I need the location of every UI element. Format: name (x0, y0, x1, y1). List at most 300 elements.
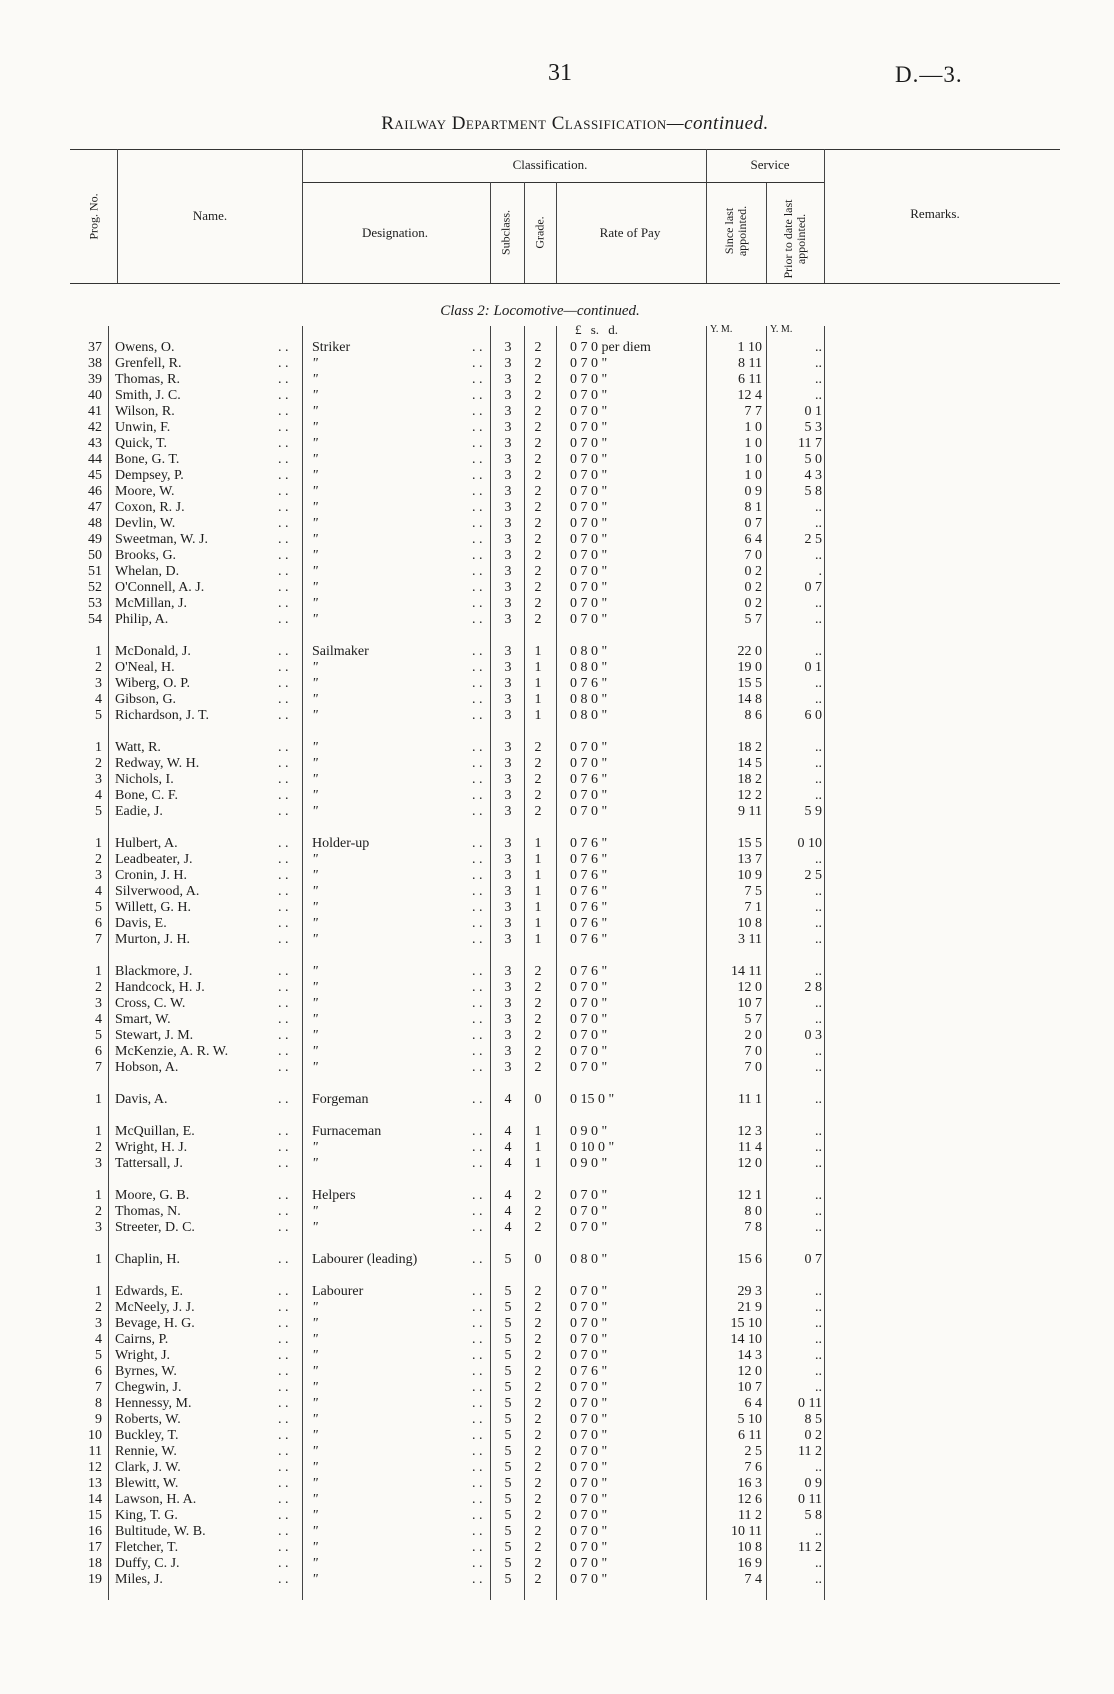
table-row (0, 388, 1114, 404)
name-cell: Hobson, A. (115, 1060, 179, 1075)
table-row (0, 1188, 1114, 1204)
grade-cell: 2 (534, 1348, 542, 1363)
subclass-cell: 5 (504, 1444, 512, 1459)
leader-dots: . . (472, 1028, 483, 1043)
subclass-cell: 3 (504, 836, 512, 851)
leader-dots: . . (472, 1508, 483, 1523)
name-cell: Blewitt, W. (115, 1476, 179, 1491)
prog-no-cell: 9 (95, 1412, 102, 1427)
subclass-cell: 3 (504, 596, 512, 611)
designation-cell: " (312, 468, 318, 483)
grade-cell: 2 (534, 1012, 542, 1027)
leader-dots: . . (472, 708, 483, 723)
prog-no-cell: 1 (95, 740, 102, 755)
leader-dots: . . (472, 1540, 483, 1555)
leader-dots: . . (472, 1300, 483, 1315)
since-cell: 12 6 (737, 1492, 762, 1507)
subclass-cell: 4 (504, 1124, 512, 1139)
leader-dots: . . (472, 1364, 483, 1379)
grade-cell: 1 (534, 692, 542, 707)
subclass-cell: 5 (504, 1460, 512, 1475)
title-suffix: —continued. (666, 113, 769, 134)
grade-cell: 2 (534, 1508, 542, 1523)
since-cell: 12 2 (737, 788, 762, 803)
header-top-rule (70, 149, 1060, 150)
leader-dots: . . (472, 468, 483, 483)
name-cell: Buckley, T. (115, 1428, 179, 1443)
prog-no-cell: 2 (95, 1300, 102, 1315)
leader-dots: . . (472, 1572, 483, 1587)
pay-cell: 0 7 0 " (570, 468, 608, 483)
grade-cell: 0 (534, 1092, 542, 1107)
table-row (0, 484, 1114, 500)
prior-cell: .. (815, 1380, 822, 1395)
leader-dots: . . (472, 740, 483, 755)
since-cell: 0 7 (744, 516, 762, 531)
leader-dots: . . (278, 964, 289, 979)
classification-table (0, 340, 1114, 1588)
grade-cell: 2 (534, 788, 542, 803)
leader-dots: . . (278, 676, 289, 691)
prog-no-cell: 6 (95, 1364, 102, 1379)
prior-cell: .. (815, 1556, 822, 1571)
leader-dots: . . (472, 1460, 483, 1475)
since-cell: 11 4 (738, 1140, 762, 1155)
leader-dots: . . (472, 1316, 483, 1331)
name-cell: Moore, W. (115, 484, 175, 499)
since-cell: 18 2 (737, 772, 762, 787)
prog-no-cell: 6 (95, 916, 102, 931)
prog-no-cell: 13 (88, 1476, 102, 1491)
designation-cell: " (312, 788, 318, 803)
leader-dots: . . (472, 1396, 483, 1411)
prog-no-cell: 1 (95, 1124, 102, 1139)
grade-cell: 2 (534, 1492, 542, 1507)
prior-cell: .. (815, 932, 822, 947)
leader-dots: . . (278, 836, 289, 851)
prog-no-cell: 43 (88, 436, 102, 451)
since-cell: 7 0 (744, 1060, 762, 1075)
subclass-cell: 3 (504, 852, 512, 867)
designation-cell: " (312, 500, 318, 515)
name-cell: Cross, C. W. (115, 996, 186, 1011)
designation-cell: " (312, 612, 318, 627)
subclass-cell: 3 (504, 500, 512, 515)
grade-cell: 2 (534, 468, 542, 483)
leader-dots: . . (278, 884, 289, 899)
designation-cell: " (312, 996, 318, 1011)
designation-cell: " (312, 804, 318, 819)
since-cell: 11 1 (738, 1092, 762, 1107)
grade-cell: 1 (534, 1124, 542, 1139)
leader-dots: . . (278, 340, 289, 355)
name-cell: Leadbeater, J. (115, 852, 193, 867)
prior-cell: .. (815, 852, 822, 867)
prog-no-cell: 3 (95, 1220, 102, 1235)
prog-no-cell: 4 (95, 1012, 102, 1027)
pay-cell: 0 7 0 " (570, 1444, 608, 1459)
name-cell: Davis, E. (115, 916, 167, 931)
leader-dots: . . (278, 1284, 289, 1299)
since-cell: 10 7 (737, 1380, 762, 1395)
table-row (0, 404, 1114, 420)
name-cell: Watt, R. (115, 740, 161, 755)
table-row (0, 868, 1114, 884)
prog-no-cell: 3 (95, 996, 102, 1011)
designation-cell: " (312, 676, 318, 691)
name-cell: Whelan, D. (115, 564, 180, 579)
header-bottom-rule (70, 283, 1060, 284)
pay-cell: 0 7 0 " (570, 596, 608, 611)
subclass-cell: 3 (504, 932, 512, 947)
name-cell: Rennie, W. (115, 1444, 177, 1459)
name-cell: Thomas, R. (115, 372, 180, 387)
name-cell: Unwin, F. (115, 420, 171, 435)
since-cell: 9 11 (738, 804, 762, 819)
prior-cell: .. (815, 548, 822, 563)
leader-dots: . . (472, 1140, 483, 1155)
pay-cell: 0 7 0 " (570, 1508, 608, 1523)
name-cell: Brooks, G. (115, 548, 177, 563)
prior-cell: 5 0 (804, 452, 822, 467)
leader-dots: . . (278, 1220, 289, 1235)
table-row (0, 1380, 1114, 1396)
designation-cell: Sailmaker (312, 644, 369, 659)
since-cell: 8 6 (744, 708, 762, 723)
leader-dots: . . (278, 1476, 289, 1491)
grade-cell: 2 (534, 1460, 542, 1475)
prior-cell: .. (815, 1220, 822, 1235)
grade-cell: 2 (534, 1220, 542, 1235)
name-cell: Smith, J. C. (115, 388, 181, 403)
grade-cell: 2 (534, 1316, 542, 1331)
page-reference: D.—3. (895, 62, 963, 87)
designation-cell: " (312, 1508, 318, 1523)
prior-cell: .. (815, 1572, 822, 1587)
header-name: Name. (192, 208, 228, 223)
pay-cell: 0 7 6 " (570, 1364, 608, 1379)
designation-cell: " (312, 1524, 318, 1539)
pay-cell: 0 8 0 " (570, 1252, 608, 1267)
prog-no-cell: 54 (88, 612, 102, 627)
pay-cell: 0 7 0 " (570, 1380, 608, 1395)
prog-no-cell: 50 (88, 548, 102, 563)
subclass-cell: 5 (504, 1332, 512, 1347)
name-cell: Nichols, I. (115, 772, 174, 787)
pay-cell: 0 7 0 " (570, 1012, 608, 1027)
leader-dots: . . (278, 1492, 289, 1507)
prog-no-cell: 4 (95, 1332, 102, 1347)
table-row (0, 916, 1114, 932)
header-prog-no: Prog. No. (86, 193, 101, 240)
since-cell: 5 7 (744, 612, 762, 627)
name-cell: Duffy, C. J. (115, 1556, 180, 1571)
pay-cell: 0 7 0 " (570, 1428, 608, 1443)
leader-dots: . . (278, 1300, 289, 1315)
prog-no-cell: 37 (88, 340, 102, 355)
pay-cell: 0 7 0 " (570, 548, 608, 563)
prog-no-cell: 3 (95, 1316, 102, 1331)
leader-dots: . . (472, 516, 483, 531)
leader-dots: . . (472, 1348, 483, 1363)
subclass-cell: 5 (504, 1556, 512, 1571)
since-cell: 14 5 (737, 756, 762, 771)
since-cell: 8 0 (744, 1204, 762, 1219)
prior-cell: 11 2 (798, 1444, 822, 1459)
since-cell: 10 8 (737, 1540, 762, 1555)
name-cell: Redway, W. H. (115, 756, 200, 771)
subclass-cell: 3 (504, 1028, 512, 1043)
table-row (0, 884, 1114, 900)
header-prior-to-date: Prior to date last appointed. (781, 199, 808, 279)
pay-cell: 0 7 0 " (570, 1572, 608, 1587)
grade-cell: 2 (534, 1380, 542, 1395)
leader-dots: . . (278, 1396, 289, 1411)
grade-cell: 2 (534, 1364, 542, 1379)
grade-cell: 1 (534, 916, 542, 931)
prior-cell: .. (815, 692, 822, 707)
leader-dots: . . (278, 756, 289, 771)
table-row (0, 372, 1114, 388)
leader-dots: . . (278, 1204, 289, 1219)
designation-cell: Striker (312, 340, 351, 355)
since-cell: 5 10 (737, 1412, 762, 1427)
leader-dots: . . (472, 1188, 483, 1203)
prior-cell: 0 11 (798, 1396, 822, 1411)
header-grade: Grade. (532, 216, 547, 249)
name-cell: Lawson, H. A. (115, 1492, 197, 1507)
leader-dots: . . (278, 1332, 289, 1347)
name-cell: Clark, J. W. (115, 1460, 181, 1475)
grade-cell: 2 (534, 756, 542, 771)
prog-no-cell: 14 (88, 1492, 102, 1507)
table-row (0, 516, 1114, 532)
pay-cell: 0 7 0 per diem (570, 340, 651, 355)
table-row (0, 1220, 1114, 1236)
pay-cell: 0 7 0 " (570, 1060, 608, 1075)
table-row (0, 708, 1114, 724)
prior-cell: 2 5 (804, 532, 822, 547)
pay-cell: 0 7 0 " (570, 564, 608, 579)
designation-cell: " (312, 692, 318, 707)
prior-cell: .. (815, 388, 822, 403)
pay-cell: 0 7 6 " (570, 900, 608, 915)
leader-dots: . . (472, 1204, 483, 1219)
leader-dots: . . (472, 1492, 483, 1507)
designation-cell: " (312, 356, 318, 371)
prior-cell: 0 11 (798, 1492, 822, 1507)
pay-cell: 0 7 0 " (570, 420, 608, 435)
designation-cell: " (312, 868, 318, 883)
subclass-cell: 3 (504, 452, 512, 467)
prior-cell: 5 8 (804, 1508, 822, 1523)
name-cell: Miles, J. (115, 1572, 163, 1587)
table-row (0, 356, 1114, 372)
table-row (0, 340, 1114, 356)
leader-dots: . . (472, 1412, 483, 1427)
designation-cell: " (312, 580, 318, 595)
prog-no-cell: 44 (88, 452, 102, 467)
table-row (0, 1316, 1114, 1332)
name-cell: Hennessy, M. (115, 1396, 192, 1411)
leader-dots: . . (472, 500, 483, 515)
prog-no-cell: 2 (95, 980, 102, 995)
designation-cell: " (312, 420, 318, 435)
prog-no-cell: 5 (95, 1348, 102, 1363)
subclass-cell: 3 (504, 692, 512, 707)
leader-dots: . . (278, 804, 289, 819)
name-cell: Murton, J. H. (115, 932, 191, 947)
designation-cell: Furnaceman (312, 1124, 382, 1139)
prog-no-cell: 7 (95, 1060, 102, 1075)
designation-cell: " (312, 1492, 318, 1507)
table-row (0, 692, 1114, 708)
leader-dots: . . (472, 932, 483, 947)
grade-cell: 2 (534, 484, 542, 499)
grade-cell: 2 (534, 964, 542, 979)
designation-cell: " (312, 852, 318, 867)
prog-no-cell: 11 (88, 1444, 102, 1459)
since-cell: 6 11 (738, 372, 762, 387)
table-row (0, 1540, 1114, 1556)
prog-no-cell: 2 (95, 1140, 102, 1155)
grade-cell: 1 (534, 1156, 542, 1171)
prior-cell: 0 2 (804, 1428, 822, 1443)
subclass-cell: 5 (504, 1396, 512, 1411)
prog-no-cell: 1 (95, 836, 102, 851)
since-cell: 10 11 (731, 1524, 762, 1539)
leader-dots: . . (278, 1092, 289, 1107)
leader-dots: . . (278, 852, 289, 867)
subclass-cell: 3 (504, 484, 512, 499)
grade-cell: 1 (534, 884, 542, 899)
table-row (0, 1252, 1114, 1268)
pay-cell: 0 7 0 " (570, 1396, 608, 1411)
since-cell: 15 10 (730, 1316, 762, 1331)
prior-cell: .. (815, 644, 822, 659)
subclass-cell: 3 (504, 676, 512, 691)
leader-dots: . . (472, 548, 483, 563)
table-row (0, 1332, 1114, 1348)
leader-dots: . . (278, 900, 289, 915)
subclass-cell: 3 (504, 772, 512, 787)
name-cell: Devlin, W. (115, 516, 176, 531)
prog-no-cell: 2 (95, 756, 102, 771)
prior-cell: 11 2 (798, 1540, 822, 1555)
designation-cell: " (312, 1556, 318, 1571)
since-cell: 10 9 (737, 868, 762, 883)
since-cell: 15 5 (737, 676, 762, 691)
name-cell: Tattersall, J. (115, 1156, 183, 1171)
designation-cell: Forgeman (312, 1092, 369, 1107)
prog-no-cell: 6 (95, 1044, 102, 1059)
grade-cell: 2 (534, 1428, 542, 1443)
grade-cell: 2 (534, 516, 542, 531)
prog-no-cell: 7 (95, 1380, 102, 1395)
table-row (0, 580, 1114, 596)
name-cell: Stewart, J. M. (115, 1028, 194, 1043)
designation-cell: " (312, 900, 318, 915)
designation-cell: " (312, 708, 318, 723)
since-cell: 0 2 (744, 564, 762, 579)
leader-dots: . . (472, 1220, 483, 1235)
leader-dots: . . (472, 756, 483, 771)
subclass-cell: 3 (504, 708, 512, 723)
grade-cell: 2 (534, 1396, 542, 1411)
grade-cell: 2 (534, 388, 542, 403)
leader-dots: . . (278, 1252, 289, 1267)
grade-cell: 2 (534, 1412, 542, 1427)
leader-dots: . . (472, 676, 483, 691)
designation-cell: " (312, 1444, 318, 1459)
header-rate-of-pay: Rate of Pay (599, 225, 661, 240)
since-cell: 8 11 (738, 356, 762, 371)
name-cell: O'Neal, H. (115, 660, 175, 675)
pay-cell: 0 7 0 " (570, 1460, 608, 1475)
designation-cell: " (312, 980, 318, 995)
subclass-cell: 5 (504, 1508, 512, 1523)
table-row (0, 900, 1114, 916)
leader-dots: . . (278, 740, 289, 755)
table-row (0, 1444, 1114, 1460)
leader-dots: . . (472, 772, 483, 787)
leader-dots: . . (278, 1156, 289, 1171)
grade-cell: 1 (534, 644, 542, 659)
pay-cell: 0 7 0 " (570, 756, 608, 771)
table-row (0, 532, 1114, 548)
table-row (0, 996, 1114, 1012)
pay-cell: 0 7 6 " (570, 932, 608, 947)
leader-dots: . . (278, 1348, 289, 1363)
leader-dots: . . (278, 1140, 289, 1155)
leader-dots: . . (472, 644, 483, 659)
designation-cell: " (312, 1348, 318, 1363)
grade-cell: 1 (534, 1140, 542, 1155)
col-rule-4 (524, 182, 525, 283)
col-rule-6 (706, 149, 707, 283)
leader-dots: . . (278, 548, 289, 563)
leader-dots: . . (278, 932, 289, 947)
since-cell: 2 5 (744, 1444, 762, 1459)
grade-cell: 2 (534, 772, 542, 787)
name-cell: Davis, A. (115, 1092, 168, 1107)
pay-cell: 0 7 0 " (570, 788, 608, 803)
grade-cell: 1 (534, 836, 542, 851)
grade-cell: 2 (534, 356, 542, 371)
prior-cell: .. (815, 1332, 822, 1347)
name-cell: Chegwin, J. (115, 1380, 182, 1395)
pay-cell: 0 7 0 " (570, 1044, 608, 1059)
leader-dots: . . (472, 1092, 483, 1107)
prior-cell: .. (815, 1364, 822, 1379)
grade-cell: 0 (534, 1252, 542, 1267)
grade-cell: 2 (534, 564, 542, 579)
prior-cell: .. (815, 1012, 822, 1027)
prior-cell: 0 3 (804, 1028, 822, 1043)
leader-dots: . . (278, 916, 289, 931)
prior-cell: 11 7 (798, 436, 822, 451)
leader-dots: . . (278, 1428, 289, 1443)
table-row (0, 1092, 1114, 1108)
designation-cell: " (312, 1364, 318, 1379)
subclass-cell: 5 (504, 1412, 512, 1427)
prog-no-cell: 10 (88, 1428, 102, 1443)
prior-cell: .. (815, 676, 822, 691)
prior-cell: 0 1 (804, 660, 822, 675)
pay-cell: 0 7 6 " (570, 916, 608, 931)
leader-dots: . . (278, 996, 289, 1011)
since-cell: 0 2 (744, 596, 762, 611)
